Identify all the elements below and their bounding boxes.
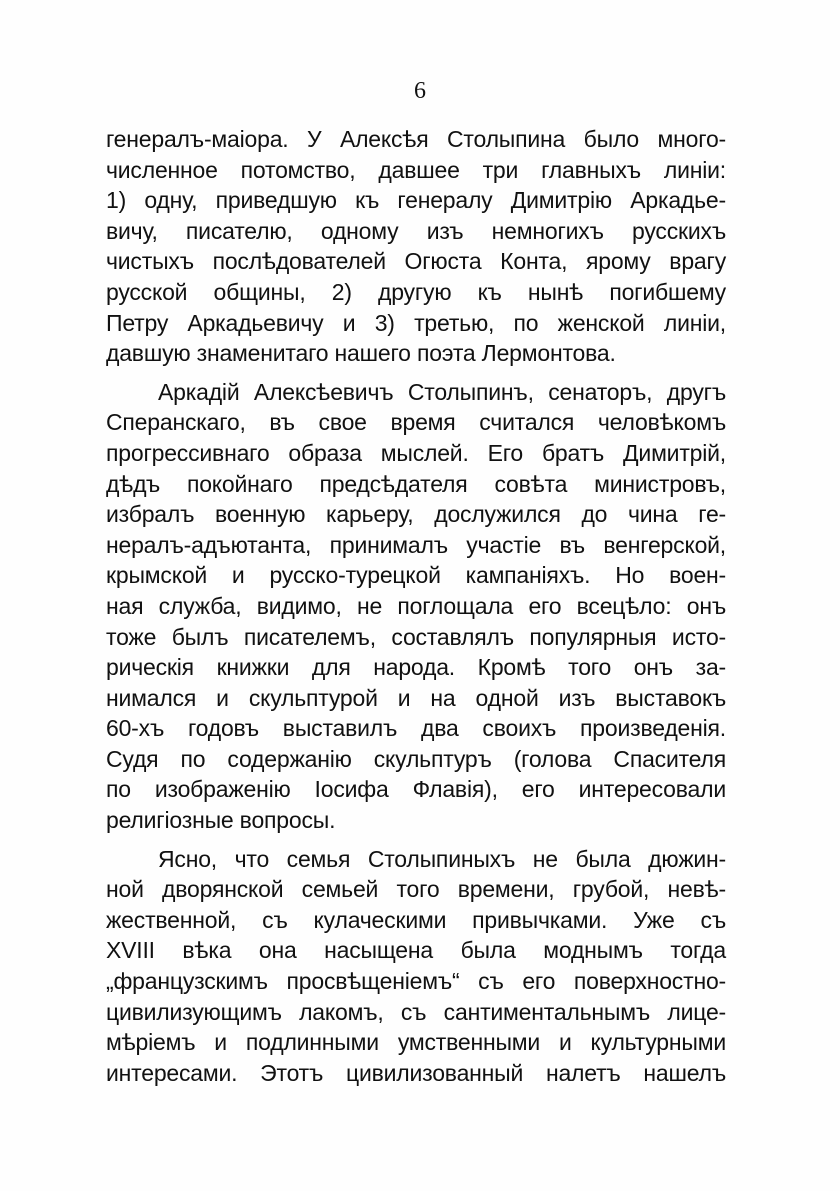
text-line: жественной, съ кулаческими привычками. Уже съ [106, 906, 726, 933]
text-line: 1) одну, приведшую къ генералу Димитрiю Аркадье- [106, 187, 726, 214]
text-line: Петру Аркадьевичу и 3) третью, по женской линiи, [106, 309, 726, 336]
paragraph-1 [106, 124, 726, 369]
text-line: Аркадiй Алексѣевичъ Столыпинъ, сенаторъ, другъ [158, 378, 726, 405]
text-line: нералъ-адъютанта, принималъ участiе въ венгерской, [106, 531, 726, 558]
text-line: русской общины, 2) другую къ нынѣ погибшему [106, 278, 726, 305]
text-line: мѣрiемъ и подлинными умственными и культурными [106, 1029, 726, 1056]
text-line: численное потомство, давшее три главныхъ линiи: [106, 156, 726, 183]
text-line: крымской и русско-турецкой кампанiяхъ. Но воен- [106, 562, 726, 589]
text-line: вичу, писателю, одному изъ немногихъ русскихъ [106, 217, 726, 244]
text-line: ная служба, видимо, не поглощала его всецѣло: онъ [106, 592, 726, 619]
text-line: Судя по содержанiю скульптуръ (голова Спасителя [106, 745, 726, 772]
body-text [106, 124, 726, 1088]
text-line: по изображенiю Iосифа Флавiя), его интересовали [106, 776, 726, 803]
text-line: тоже былъ писателемъ, составлялъ популярныя исто- [106, 623, 726, 650]
text-line: дѣдъ покойнаго предсѣдателя совѣта министровъ, [106, 470, 726, 497]
text-line: религiозные вопросы. [106, 807, 336, 834]
text-line: генералъ-маiора. У Алексѣя Столыпина было много- [106, 126, 726, 152]
text-line: 60-хъ годовъ выставилъ два своихъ произведенiя. [106, 715, 726, 742]
text-line: цивилизующимъ лакомъ, съ сантиментальнымъ лице- [106, 998, 726, 1025]
text-line: Ясно, что семья Столыпиныхъ не была дюжин- [158, 845, 726, 872]
text-line: рическiя книжки для народа. Кромѣ того онъ за- [106, 654, 726, 681]
text-line: XVIII вѣка она насыщена была моднымъ тогда [106, 937, 726, 964]
text-line: ной дворянской семьей того времени, грубой, невѣ- [106, 876, 726, 903]
text-line: давшую знаменитаго нашего поэта Лермонтова. [106, 340, 616, 367]
text-line: нимался и скульптурой и на одной изъ выставокъ [106, 684, 726, 711]
text-line: избралъ военную карьеру, дослужился до чина ге- [106, 501, 726, 528]
text-line: „французскимъ просвѣщенiемъ“ съ его поверхностно- [106, 968, 726, 995]
text-line: интересами. Этотъ цивилизованный налетъ нашелъ [106, 1059, 726, 1086]
page-number: 6 [414, 78, 426, 104]
text-line: Сперанскаго, въ свое время считался человѣкомъ [106, 409, 726, 436]
text-line: прогрессивнаго образа мыслей. Его братъ Димитрiй, [106, 439, 726, 466]
text-line: чистыхъ послѣдователей Огюста Конта, ярому врагу [106, 248, 726, 275]
paragraph-3 [106, 844, 726, 1089]
paragraph-2 [106, 377, 726, 836]
